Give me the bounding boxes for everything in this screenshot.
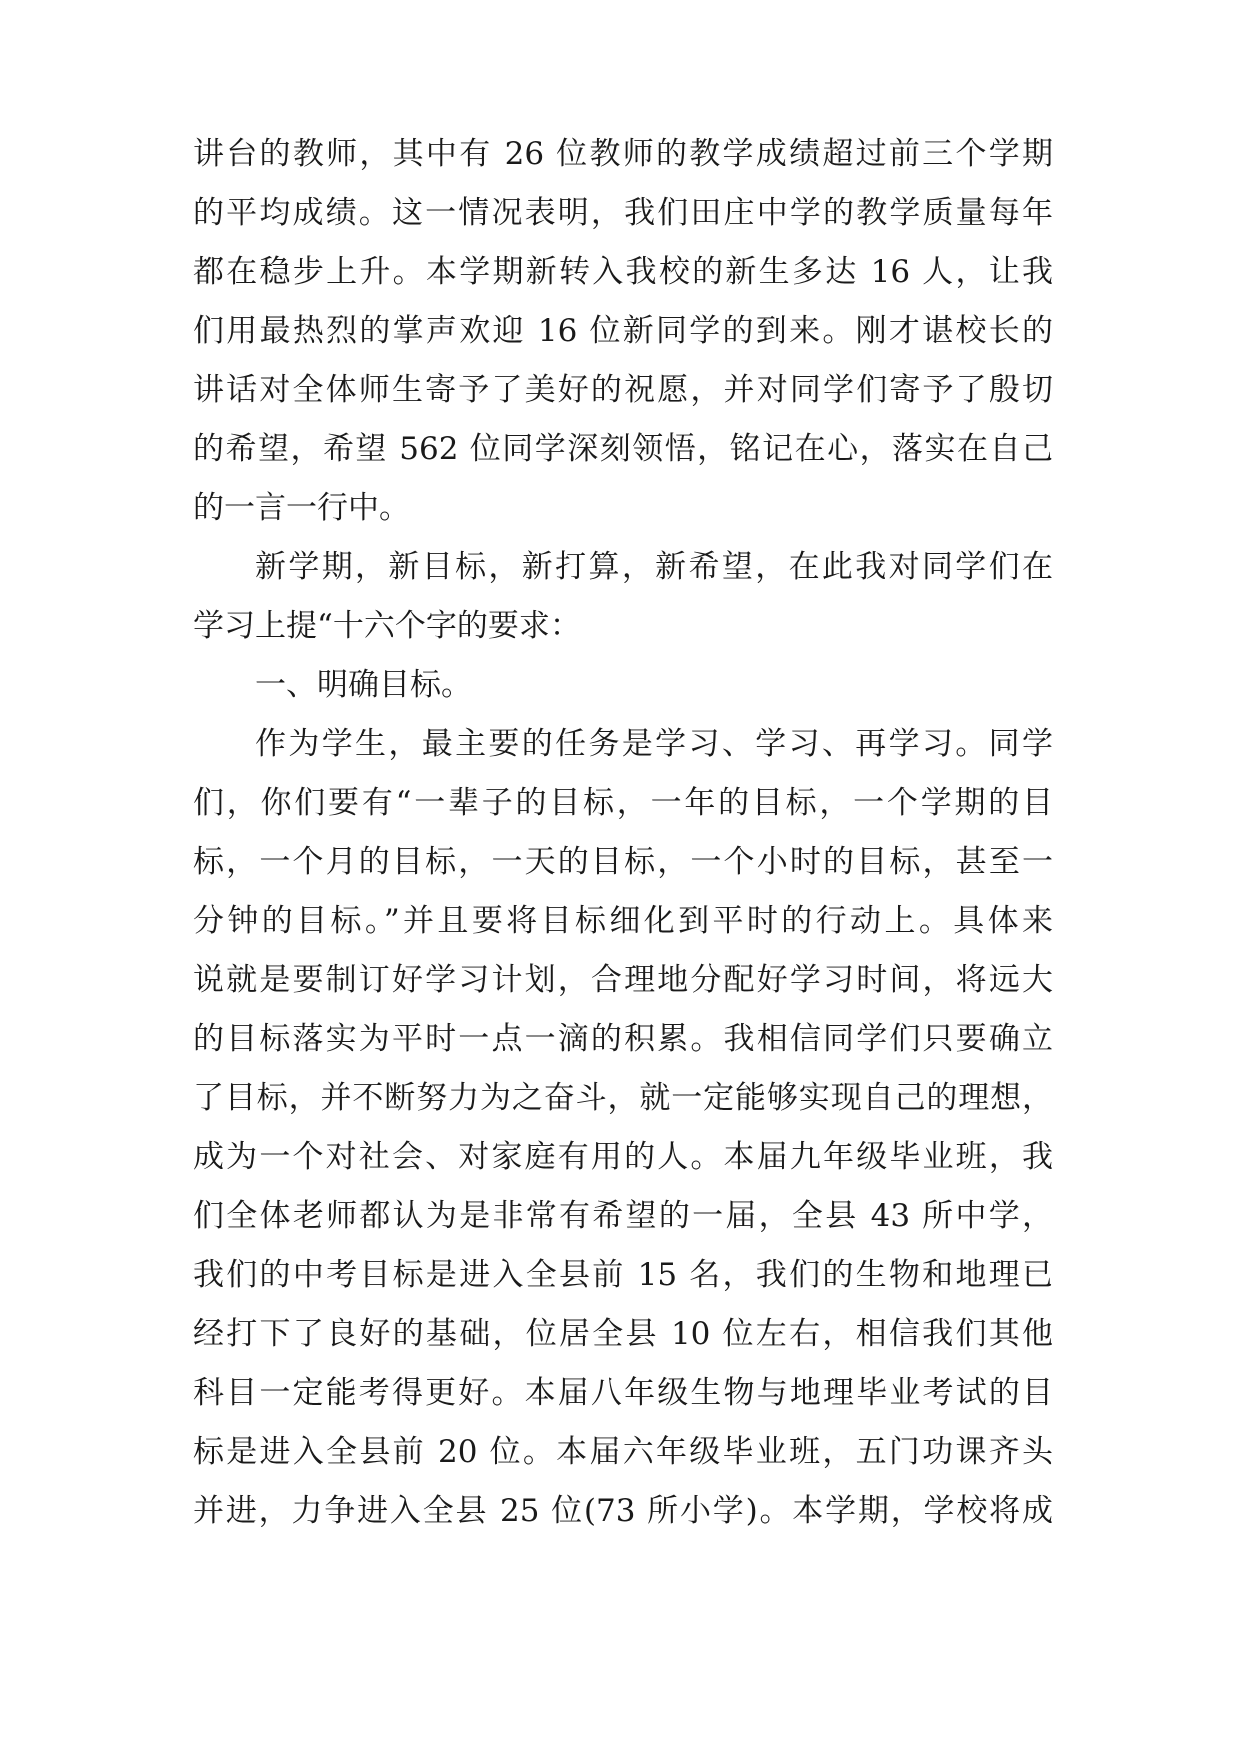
- text-line: 们用最热烈的掌声欢迎 16 位新同学的到来。刚才谌校长的: [193, 313, 1053, 349]
- text-line: 的平均成绩。这一情况表明，我们田庄中学的教学质量每年: [193, 195, 1053, 231]
- text-line: 作为学生，最主要的任务是学习、学习、再学习。同学: [255, 726, 1053, 762]
- text-line: 标是进入全县前 20 位。本届六年级毕业班，五门功课齐头: [193, 1434, 1053, 1470]
- text-line: 们，你们要有“一辈子的目标，一年的目标，一个学期的目: [193, 785, 1053, 821]
- text-line: 们全体老师都认为是非常有希望的一届，全县 43 所中学，: [193, 1198, 1053, 1234]
- text-line: 了目标，并不断努力为之奋斗，就一定能够实现自己的理想，: [193, 1080, 1053, 1116]
- text-line: 标，一个月的目标，一天的目标，一个小时的目标，甚至一: [193, 844, 1053, 880]
- text-line: 的希望，希望 562 位同学深刻领悟，铭记在心，落实在自己: [193, 431, 1053, 467]
- text-line: 的一言一行中。: [193, 490, 410, 526]
- text-line: 成为一个对社会、对家庭有用的人。本届九年级毕业班，我: [193, 1139, 1053, 1175]
- text-line: 学习上提“十六个字的要求：: [193, 608, 581, 644]
- text-line: 我们的中考目标是进入全县前 15 名，我们的生物和地理已: [193, 1257, 1053, 1293]
- text-line: 都在稳步上升。本学期新转入我校的新生多达 16 人，让我: [193, 254, 1053, 290]
- text-line: 经打下了良好的基础，位居全县 10 位左右，相信我们其他: [193, 1316, 1053, 1352]
- text-line: 并进，力争进入全县 25 位(73 所小学)。本学期，学校将成: [193, 1493, 1053, 1529]
- text-line: 的目标落实为平时一点一滴的积累。我相信同学们只要确立: [193, 1021, 1053, 1057]
- text-line: 讲台的教师，其中有 26 位教师的教学成绩超过前三个学期: [193, 136, 1053, 172]
- text-line: 科目一定能考得更好。本届八年级生物与地理毕业考试的目: [193, 1375, 1053, 1411]
- text-line: 讲话对全体师生寄予了美好的祝愿，并对同学们寄予了殷切: [193, 372, 1053, 408]
- text-line: 分钟的目标。”并且要将目标细化到平时的行动上。具体来: [193, 903, 1053, 939]
- text-line: 一、明确目标。: [255, 667, 472, 703]
- document-body: [193, 125, 1053, 1541]
- text-line: 新学期，新目标，新打算，新希望，在此我对同学们在: [255, 549, 1053, 585]
- text-line: 说就是要制订好学习计划，合理地分配好学习时间，将远大: [193, 962, 1053, 998]
